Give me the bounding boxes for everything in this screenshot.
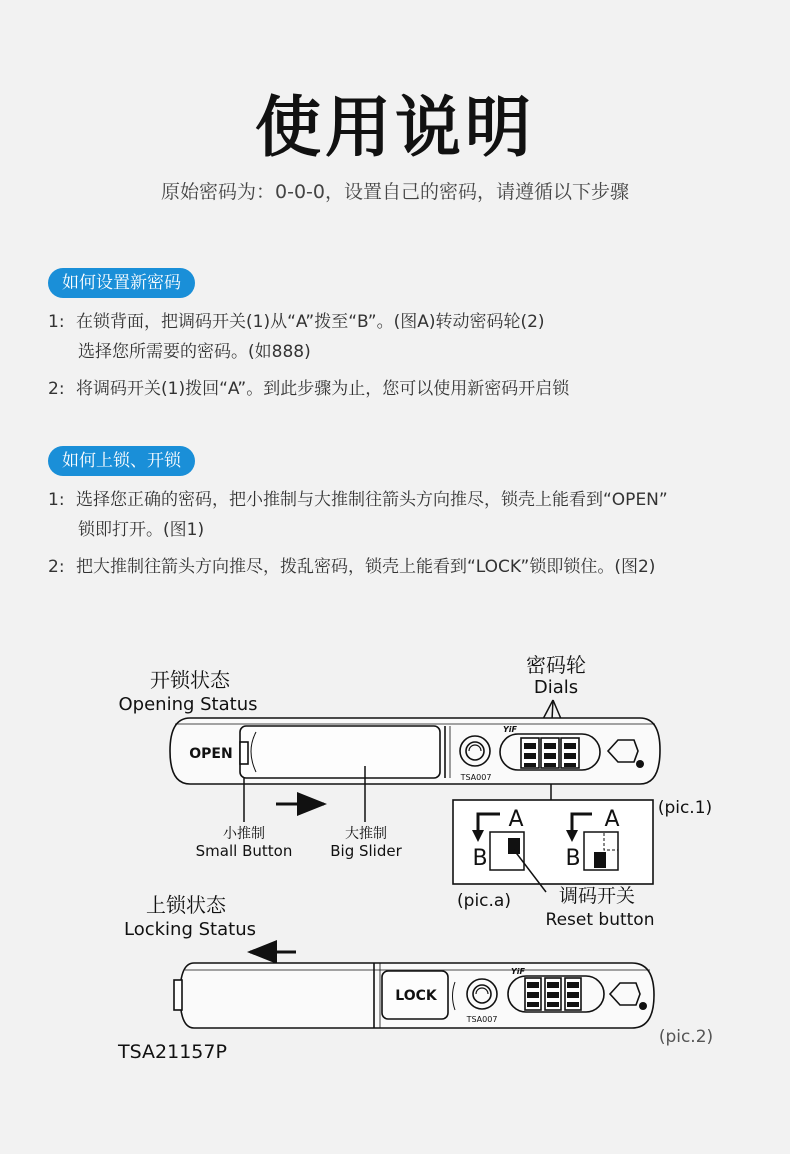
switch-a-label-right: A <box>604 807 620 832</box>
pic2-label: (pic.2) <box>658 1027 714 1047</box>
small-button-en: Small Button <box>195 842 293 860</box>
brand-mark-top: YiF <box>503 725 517 734</box>
switch-a-label-left: A <box>508 807 524 832</box>
pic1-label: (pic.1) <box>657 798 713 818</box>
big-slider-en: Big Slider <box>330 842 402 860</box>
pica-label: (pic.a) <box>457 891 511 911</box>
section-heading-lock-unlock: 如何上锁、开锁 <box>48 446 195 476</box>
big-slider-cn: 大推制 <box>345 826 387 842</box>
step-number: 2: <box>48 557 65 577</box>
step-set-1 <box>48 307 768 367</box>
dials-label-en: Dials <box>533 677 579 698</box>
small-button-cn: 小推制 <box>223 826 265 842</box>
brand-mark-bottom: YiF <box>511 967 525 976</box>
open-lock-dot <box>636 760 644 768</box>
open-dial-marks <box>524 743 576 767</box>
step-lock-2 <box>48 552 768 582</box>
step-text-continued: 锁即打开。(图1) <box>78 520 205 540</box>
locking-status-en: Locking Status <box>124 919 256 940</box>
step-lock-1 <box>48 485 768 545</box>
open-lock-illustration <box>170 718 660 784</box>
opening-status-cn: 开锁状态 <box>150 668 230 692</box>
page-subtitle: 原始密码为：0-0-0，设置自己的密码，请遵循以下步骤 <box>161 181 629 203</box>
lock-label: LOCK <box>395 988 437 1004</box>
reset-button-cn: 调码开关 <box>558 885 636 907</box>
page-title: 使用说明 <box>255 89 535 166</box>
opening-status-en: Opening Status <box>118 694 258 715</box>
step-text-continued: 选择您所需要的密码。(如888) <box>78 342 311 362</box>
section-heading-set-password: 如何设置新密码 <box>48 268 195 298</box>
step-text: 选择您正确的密码，把小推制与大推制往箭头方向推尽，锁壳上能看到“OPEN” <box>76 490 668 510</box>
switch-b-label-left: B <box>472 846 488 871</box>
open-label: OPEN <box>189 746 233 762</box>
step-set-2 <box>48 374 768 404</box>
step-number: 2: <box>48 379 65 399</box>
locked-dial-marks <box>527 982 579 1007</box>
lock-diagram <box>0 640 790 1070</box>
step-text: 将调码开关(1)拨回“A”。到此步骤为止，您可以使用新密码开启锁 <box>76 379 570 399</box>
locking-status-cn: 上锁状态 <box>146 893 226 917</box>
switch-b-label-right: B <box>565 846 581 871</box>
step-number: 1: <box>48 490 65 510</box>
dials-label-cn: 密码轮 <box>526 653 586 677</box>
step-number: 1: <box>48 312 65 332</box>
step-text: 在锁背面，把调码开关(1)从“A”拨至“B”。(图A)转动密码轮(2) <box>76 312 545 332</box>
model-number: TSA21157P <box>118 1041 227 1063</box>
reset-button-en: Reset button <box>545 910 655 930</box>
step-text: 把大推制往箭头方向推尽，拨乱密码，锁壳上能看到“LOCK”锁即锁住。(图2) <box>76 557 656 577</box>
tsa-label-top: TSA007 <box>460 773 492 782</box>
tsa-label-bottom: TSA007 <box>466 1015 498 1024</box>
locked-lock-dot <box>639 1002 647 1010</box>
